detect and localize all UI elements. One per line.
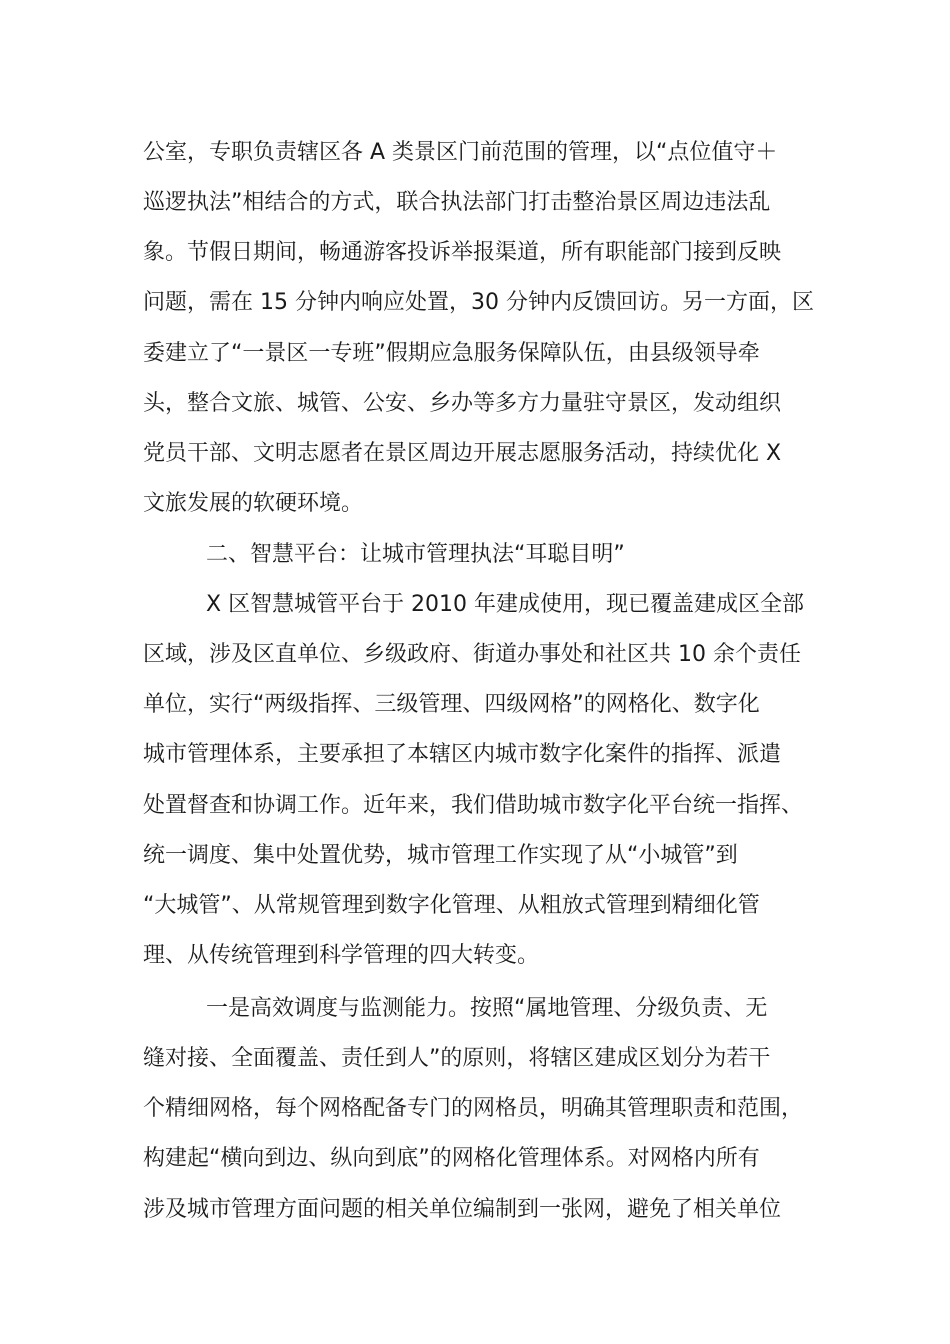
paragraph-line: 单位，实行“两级指挥、三级管理、四级网格”的网格化、数字化 — [143, 692, 760, 717]
paragraph-line: 公室，专职负责辖区各 A 类景区门前范围的管理，以“点位值守＋ — [143, 140, 778, 165]
paragraph-line: 党员干部、文明志愿者在景区周边开展志愿服务活动，持续优化 X — [143, 441, 782, 466]
paragraph-line: 区域，涉及区直单位、乡级政府、街道办事处和社区共 10 余个责任 — [143, 642, 801, 667]
paragraph-line: 问题，需在 15 分钟内响应处置，30 分钟内反馈回访。另一方面，区 — [143, 290, 814, 315]
paragraph-line: “大城管”、从常规管理到数字化管理、从粗放式管理到精细化管 — [143, 893, 760, 918]
paragraph-line: 理、从传统管理到科学管理的四大转变。 — [143, 943, 540, 968]
paragraph-line: X 区智慧城管平台于 2010 年建成使用，现已覆盖建成区全部 — [206, 592, 805, 617]
paragraph-line: 象。节假日期间，畅通游客投诉举报渠道，所有职能部门接到反映 — [143, 240, 782, 265]
paragraph-line: 一是高效调度与监测能力。按照“属地管理、分级负责、无 — [206, 996, 768, 1021]
paragraph-line: 缝对接、全面覆盖、责任到人”的原则，将辖区建成区划分为若干 — [143, 1046, 771, 1071]
paragraph-line: 构建起“横向到边、纵向到底”的网格化管理体系。对网格内所有 — [143, 1146, 760, 1171]
paragraph-line: 城市管理体系，主要承担了本辖区内城市数字化案件的指挥、派遣 — [143, 742, 782, 767]
paragraph-line: 统一调度、集中处置优势，城市管理工作实现了从“小城管”到 — [143, 843, 738, 868]
paragraph-line: 巡逻执法”相结合的方式，联合执法部门打击整治景区周边违法乱 — [143, 190, 771, 215]
paragraph-line: 涉及城市管理方面问题的相关单位编制到一张网，避免了相关单位 — [143, 1197, 782, 1222]
paragraph-line: 处置督查和协调工作。近年来，我们借助城市数字化平台统一指挥、 — [143, 793, 804, 818]
section-heading: 二、智慧平台：让城市管理执法“耳聪目明” — [206, 542, 625, 567]
paragraph-line: 个精细网格，每个网格配备专门的网格员，明确其管理职责和范围， — [143, 1096, 804, 1121]
paragraph-line: 文旅发展的软硬环境。 — [143, 491, 364, 516]
paragraph-line: 委建立了“一景区一专班”假期应急服务保障队伍，由县级领导牵 — [143, 341, 760, 366]
paragraph-line: 头，整合文旅、城管、公安、乡办等多方力量驻守景区，发动组织 — [143, 391, 782, 416]
